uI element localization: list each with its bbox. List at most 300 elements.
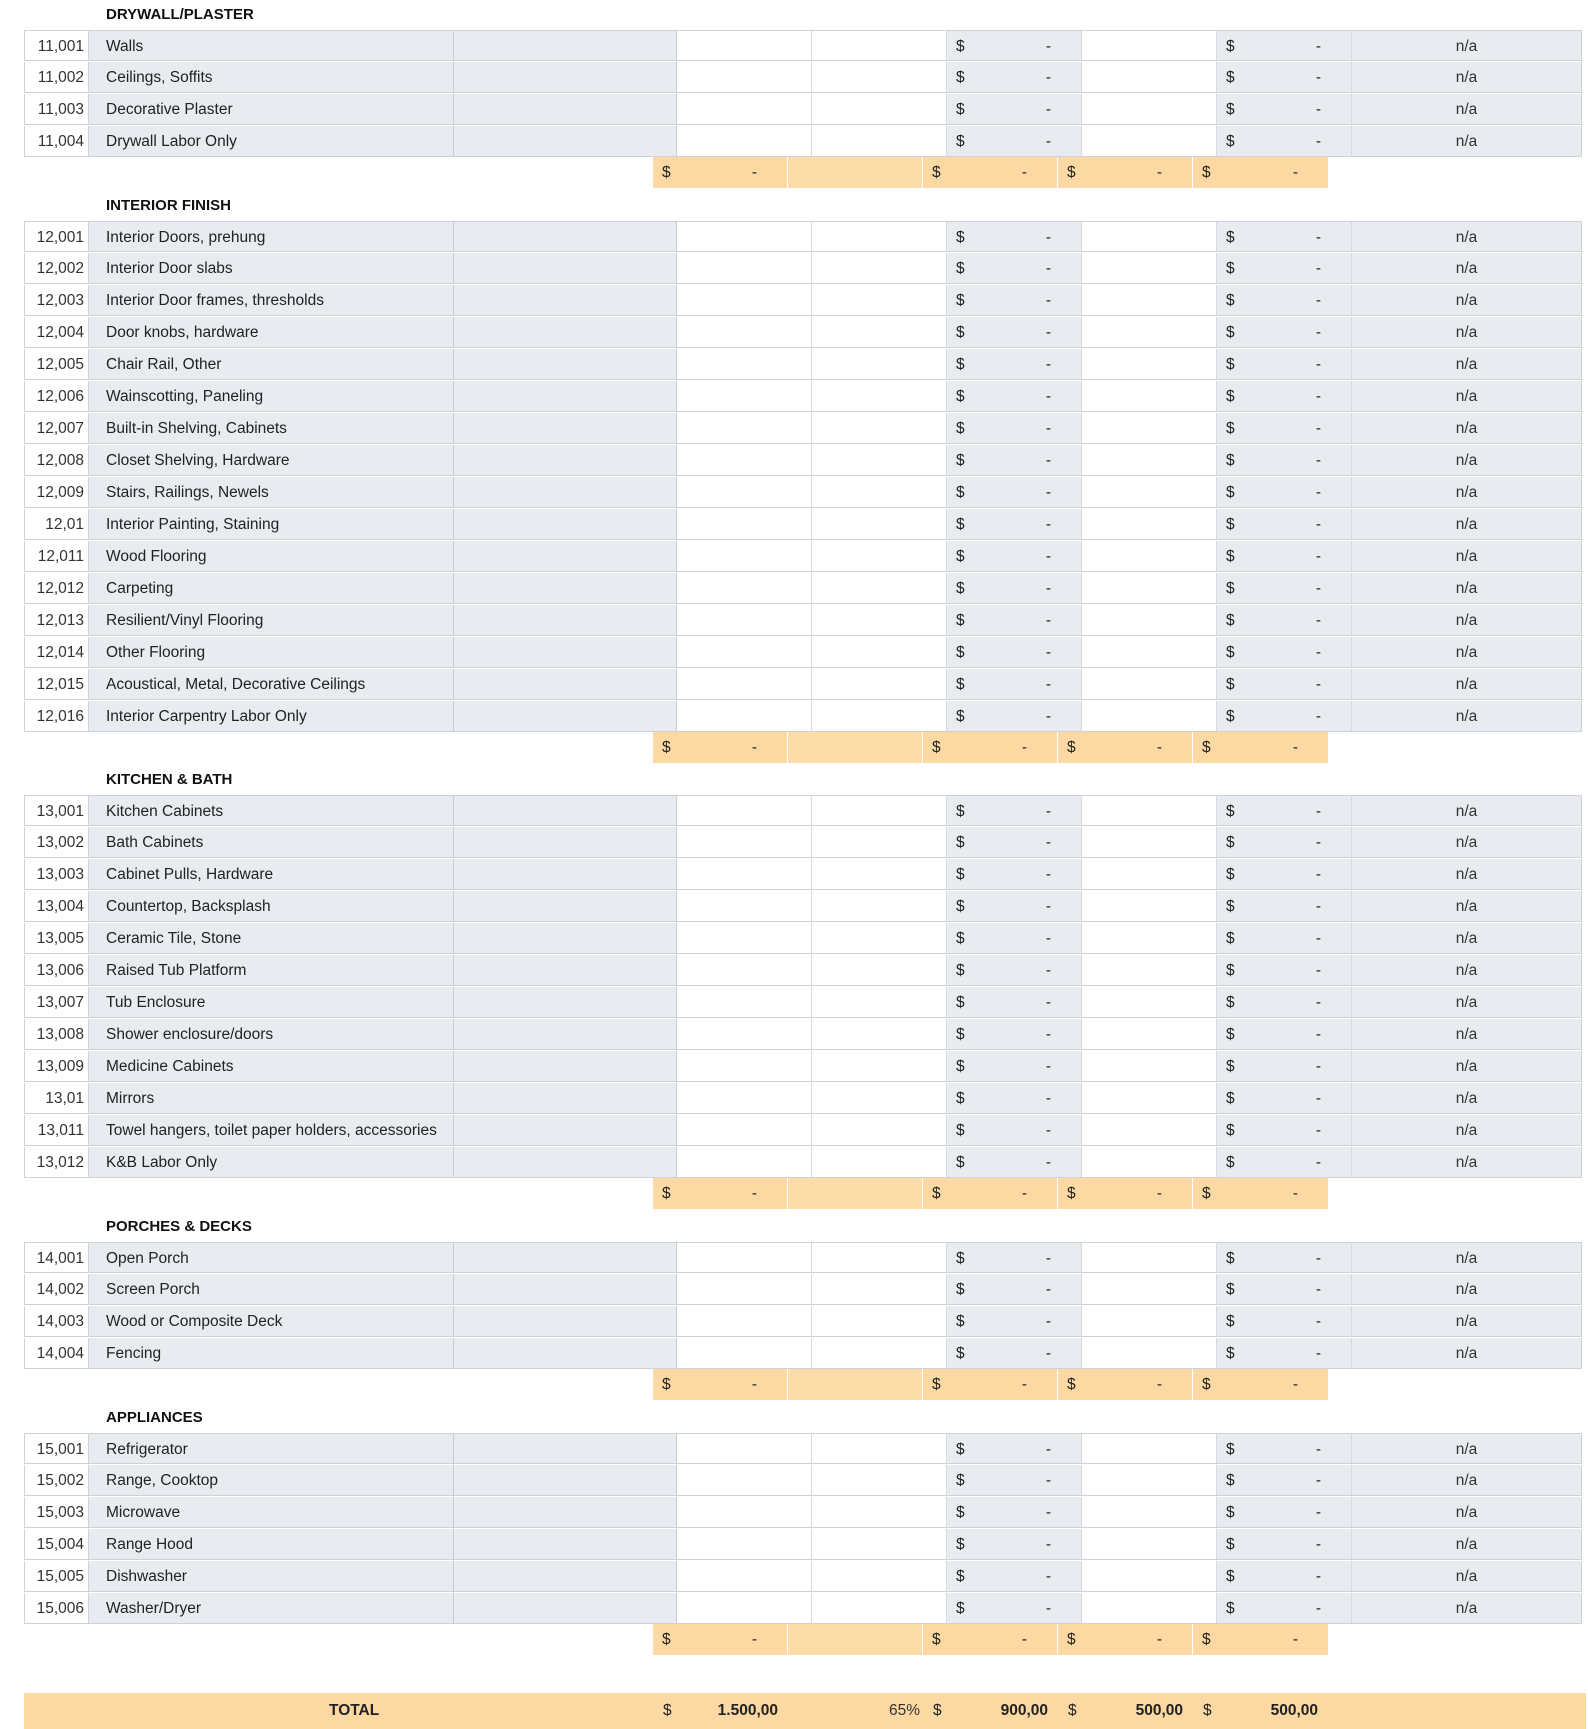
item-code[interactable]: 14,003 [24,1306,89,1337]
status-cell[interactable]: n/a [1352,413,1582,444]
actual-cell[interactable] [812,1529,947,1560]
status-cell[interactable]: n/a [1352,1497,1582,1528]
actual-cell[interactable] [812,669,947,700]
status-cell[interactable]: n/a [1352,1465,1582,1496]
due-cell[interactable] [1217,923,1352,954]
item-description[interactable]: Interior Carpentry Labor Only [89,701,454,732]
notes-cell[interactable] [454,1051,677,1082]
paid-cell[interactable] [1082,413,1217,444]
difference-cell[interactable] [947,987,1082,1018]
notes-cell[interactable] [454,94,677,125]
item-code[interactable]: 15,006 [24,1593,89,1624]
status-cell[interactable]: n/a [1352,827,1582,858]
notes-cell[interactable] [454,1561,677,1592]
status-cell[interactable]: n/a [1352,637,1582,668]
item-code[interactable]: 15,002 [24,1465,89,1496]
difference-cell[interactable] [947,1019,1082,1050]
difference-cell[interactable] [947,541,1082,572]
paid-cell[interactable] [1082,573,1217,604]
item-code[interactable]: 12,006 [24,381,89,412]
paid-cell[interactable] [1082,1242,1217,1273]
paid-cell[interactable] [1082,381,1217,412]
item-code[interactable]: 12,016 [24,701,89,732]
difference-cell[interactable] [947,30,1082,61]
estimate-cell[interactable] [677,1147,812,1178]
item-description[interactable]: Ceilings, Soffits [89,62,454,93]
subtotal-estimate-cell[interactable] [653,157,788,188]
item-description[interactable]: Resilient/Vinyl Flooring [89,605,454,636]
paid-cell[interactable] [1082,477,1217,508]
due-cell[interactable] [1217,701,1352,732]
paid-cell[interactable] [1082,285,1217,316]
paid-cell[interactable] [1082,1593,1217,1624]
due-cell[interactable] [1217,573,1352,604]
status-cell[interactable]: n/a [1352,923,1582,954]
difference-cell[interactable] [947,669,1082,700]
due-cell[interactable] [1217,349,1352,380]
paid-cell[interactable] [1082,1497,1217,1528]
actual-cell[interactable] [812,541,947,572]
due-cell[interactable] [1217,541,1352,572]
actual-cell[interactable] [812,1051,947,1082]
total-due-cell[interactable] [1193,1693,1328,1729]
subtotal-estimate-cell[interactable] [653,732,788,763]
item-code[interactable]: 12,007 [24,413,89,444]
due-cell[interactable] [1217,1593,1352,1624]
difference-cell[interactable] [947,445,1082,476]
item-code[interactable]: 14,002 [24,1274,89,1305]
item-code[interactable]: 11,001 [24,30,89,61]
paid-cell[interactable] [1082,1338,1217,1369]
actual-cell[interactable] [812,1147,947,1178]
paid-cell[interactable] [1082,541,1217,572]
paid-cell[interactable] [1082,827,1217,858]
actual-cell[interactable] [812,221,947,252]
notes-cell[interactable] [454,955,677,986]
item-code[interactable]: 15,004 [24,1529,89,1560]
status-cell[interactable]: n/a [1352,573,1582,604]
item-code[interactable]: 12,003 [24,285,89,316]
estimate-cell[interactable] [677,477,812,508]
estimate-cell[interactable] [677,94,812,125]
actual-cell[interactable] [812,317,947,348]
item-code[interactable]: 11,004 [24,126,89,157]
item-description[interactable]: Interior Doors, prehung [89,221,454,252]
notes-cell[interactable] [454,253,677,284]
subtotal-due-cell[interactable] [1193,1178,1328,1209]
subtotal-percent-cell[interactable] [788,157,923,188]
notes-cell[interactable] [454,923,677,954]
item-description[interactable]: Range Hood [89,1529,454,1560]
estimate-cell[interactable] [677,1019,812,1050]
estimate-cell[interactable] [677,1306,812,1337]
item-description[interactable]: Stairs, Railings, Newels [89,477,454,508]
item-description[interactable]: Carpeting [89,573,454,604]
item-description[interactable]: Kitchen Cabinets [89,795,454,826]
estimate-cell[interactable] [677,1338,812,1369]
item-description[interactable]: Interior Door frames, thresholds [89,285,454,316]
actual-cell[interactable] [812,381,947,412]
item-code[interactable]: 11,003 [24,94,89,125]
status-cell[interactable]: n/a [1352,94,1582,125]
estimate-cell[interactable] [677,285,812,316]
total-actual-cell[interactable] [923,1693,1058,1729]
due-cell[interactable] [1217,126,1352,157]
status-cell[interactable]: n/a [1352,987,1582,1018]
paid-cell[interactable] [1082,1433,1217,1464]
item-code[interactable]: 13,001 [24,795,89,826]
actual-cell[interactable] [812,923,947,954]
status-cell[interactable]: n/a [1352,605,1582,636]
subtotal-paid-cell[interactable] [1058,732,1193,763]
notes-cell[interactable] [454,285,677,316]
paid-cell[interactable] [1082,1115,1217,1146]
due-cell[interactable] [1217,669,1352,700]
status-cell[interactable]: n/a [1352,1338,1582,1369]
subtotal-estimate-cell[interactable] [653,1369,788,1400]
estimate-cell[interactable] [677,1433,812,1464]
paid-cell[interactable] [1082,891,1217,922]
notes-cell[interactable] [454,1083,677,1114]
item-description[interactable]: Mirrors [89,1083,454,1114]
item-code[interactable]: 13,011 [24,1115,89,1146]
estimate-cell[interactable] [677,1529,812,1560]
notes-cell[interactable] [454,1497,677,1528]
due-cell[interactable] [1217,381,1352,412]
due-cell[interactable] [1217,62,1352,93]
difference-cell[interactable] [947,1529,1082,1560]
actual-cell[interactable] [812,285,947,316]
estimate-cell[interactable] [677,126,812,157]
due-cell[interactable] [1217,1019,1352,1050]
estimate-cell[interactable] [677,445,812,476]
subtotal-percent-cell[interactable] [788,1624,923,1655]
difference-cell[interactable] [947,1465,1082,1496]
actual-cell[interactable] [812,605,947,636]
actual-cell[interactable] [812,445,947,476]
difference-cell[interactable] [947,1083,1082,1114]
item-description[interactable]: Raised Tub Platform [89,955,454,986]
due-cell[interactable] [1217,795,1352,826]
actual-cell[interactable] [812,477,947,508]
subtotal-actual-cell[interactable] [923,1178,1058,1209]
item-code[interactable]: 12,012 [24,573,89,604]
due-cell[interactable] [1217,94,1352,125]
item-description[interactable]: Interior Painting, Staining [89,509,454,540]
estimate-cell[interactable] [677,541,812,572]
actual-cell[interactable] [812,1306,947,1337]
paid-cell[interactable] [1082,349,1217,380]
actual-cell[interactable] [812,62,947,93]
paid-cell[interactable] [1082,317,1217,348]
estimate-cell[interactable] [677,1593,812,1624]
subtotal-due-cell[interactable] [1193,1369,1328,1400]
status-cell[interactable]: n/a [1352,701,1582,732]
estimate-cell[interactable] [677,1242,812,1273]
item-code[interactable]: 12,002 [24,253,89,284]
subtotal-paid-cell[interactable] [1058,157,1193,188]
difference-cell[interactable] [947,955,1082,986]
due-cell[interactable] [1217,1083,1352,1114]
status-cell[interactable]: n/a [1352,62,1582,93]
subtotal-estimate-cell[interactable] [653,1178,788,1209]
paid-cell[interactable] [1082,1274,1217,1305]
due-cell[interactable] [1217,955,1352,986]
subtotal-due-cell[interactable] [1193,732,1328,763]
estimate-cell[interactable] [677,381,812,412]
actual-cell[interactable] [812,955,947,986]
estimate-cell[interactable] [677,509,812,540]
due-cell[interactable] [1217,1465,1352,1496]
paid-cell[interactable] [1082,701,1217,732]
due-cell[interactable] [1217,1497,1352,1528]
due-cell[interactable] [1217,1274,1352,1305]
actual-cell[interactable] [812,1465,947,1496]
status-cell[interactable]: n/a [1352,891,1582,922]
actual-cell[interactable] [812,1338,947,1369]
item-code[interactable]: 12,009 [24,477,89,508]
paid-cell[interactable] [1082,1019,1217,1050]
due-cell[interactable] [1217,317,1352,348]
notes-cell[interactable] [454,413,677,444]
difference-cell[interactable] [947,253,1082,284]
estimate-cell[interactable] [677,605,812,636]
item-description[interactable]: Bath Cabinets [89,827,454,858]
difference-cell[interactable] [947,413,1082,444]
actual-cell[interactable] [812,891,947,922]
difference-cell[interactable] [947,1497,1082,1528]
notes-cell[interactable] [454,221,677,252]
paid-cell[interactable] [1082,955,1217,986]
difference-cell[interactable] [947,1274,1082,1305]
difference-cell[interactable] [947,923,1082,954]
paid-cell[interactable] [1082,1465,1217,1496]
notes-cell[interactable] [454,605,677,636]
item-description[interactable]: Open Porch [89,1242,454,1273]
item-code[interactable]: 13,005 [24,923,89,954]
item-code[interactable]: 12,014 [24,637,89,668]
paid-cell[interactable] [1082,1306,1217,1337]
actual-cell[interactable] [812,1593,947,1624]
due-cell[interactable] [1217,827,1352,858]
status-cell[interactable]: n/a [1352,1433,1582,1464]
item-code[interactable]: 13,002 [24,827,89,858]
estimate-cell[interactable] [677,317,812,348]
item-description[interactable]: Shower enclosure/doors [89,1019,454,1050]
estimate-cell[interactable] [677,221,812,252]
actual-cell[interactable] [812,573,947,604]
difference-cell[interactable] [947,221,1082,252]
notes-cell[interactable] [454,1306,677,1337]
difference-cell[interactable] [947,859,1082,890]
notes-cell[interactable] [454,1529,677,1560]
actual-cell[interactable] [812,859,947,890]
status-cell[interactable]: n/a [1352,1051,1582,1082]
actual-cell[interactable] [812,413,947,444]
item-description[interactable]: Fencing [89,1338,454,1369]
subtotal-due-cell[interactable] [1193,1624,1328,1655]
difference-cell[interactable] [947,381,1082,412]
item-description[interactable]: Acoustical, Metal, Decorative Ceilings [89,669,454,700]
item-description[interactable]: Screen Porch [89,1274,454,1305]
difference-cell[interactable] [947,1593,1082,1624]
difference-cell[interactable] [947,1306,1082,1337]
item-description[interactable]: Chair Rail, Other [89,349,454,380]
item-description[interactable]: Medicine Cabinets [89,1051,454,1082]
status-cell[interactable]: n/a [1352,955,1582,986]
item-description[interactable]: Other Flooring [89,637,454,668]
status-cell[interactable]: n/a [1352,1593,1582,1624]
estimate-cell[interactable] [677,1274,812,1305]
status-cell[interactable]: n/a [1352,1115,1582,1146]
paid-cell[interactable] [1082,445,1217,476]
paid-cell[interactable] [1082,1147,1217,1178]
notes-cell[interactable] [454,1593,677,1624]
actual-cell[interactable] [812,795,947,826]
item-code[interactable]: 12,013 [24,605,89,636]
status-cell[interactable]: n/a [1352,1561,1582,1592]
paid-cell[interactable] [1082,253,1217,284]
paid-cell[interactable] [1082,509,1217,540]
paid-cell[interactable] [1082,221,1217,252]
due-cell[interactable] [1217,1051,1352,1082]
item-description[interactable]: Cabinet Pulls, Hardware [89,859,454,890]
notes-cell[interactable] [454,445,677,476]
difference-cell[interactable] [947,1115,1082,1146]
estimate-cell[interactable] [677,1497,812,1528]
item-description[interactable]: Countertop, Backsplash [89,891,454,922]
item-description[interactable]: Towel hangers, toilet paper holders, accessories [89,1115,454,1146]
difference-cell[interactable] [947,285,1082,316]
status-cell[interactable]: n/a [1352,285,1582,316]
actual-cell[interactable] [812,1115,947,1146]
due-cell[interactable] [1217,509,1352,540]
paid-cell[interactable] [1082,94,1217,125]
item-description[interactable]: Door knobs, hardware [89,317,454,348]
item-description[interactable]: Interior Door slabs [89,253,454,284]
due-cell[interactable] [1217,1242,1352,1273]
item-code[interactable]: 11,002 [24,62,89,93]
notes-cell[interactable] [454,349,677,380]
estimate-cell[interactable] [677,987,812,1018]
paid-cell[interactable] [1082,1529,1217,1560]
estimate-cell[interactable] [677,1083,812,1114]
difference-cell[interactable] [947,605,1082,636]
notes-cell[interactable] [454,381,677,412]
estimate-cell[interactable] [677,669,812,700]
status-cell[interactable]: n/a [1352,126,1582,157]
difference-cell[interactable] [947,317,1082,348]
paid-cell[interactable] [1082,30,1217,61]
paid-cell[interactable] [1082,605,1217,636]
notes-cell[interactable] [454,509,677,540]
item-code[interactable]: 15,001 [24,1433,89,1464]
actual-cell[interactable] [812,827,947,858]
status-cell[interactable]: n/a [1352,30,1582,61]
subtotal-paid-cell[interactable] [1058,1624,1193,1655]
notes-cell[interactable] [454,987,677,1018]
item-description[interactable]: Range, Cooktop [89,1465,454,1496]
status-cell[interactable]: n/a [1352,541,1582,572]
total-paid-cell[interactable] [1058,1693,1193,1729]
subtotal-estimate-cell[interactable] [653,1624,788,1655]
notes-cell[interactable] [454,827,677,858]
item-code[interactable]: 12,005 [24,349,89,380]
estimate-cell[interactable] [677,701,812,732]
due-cell[interactable] [1217,221,1352,252]
actual-cell[interactable] [812,509,947,540]
item-code[interactable]: 12,011 [24,541,89,572]
item-code[interactable]: 13,003 [24,859,89,890]
due-cell[interactable] [1217,1147,1352,1178]
due-cell[interactable] [1217,445,1352,476]
notes-cell[interactable] [454,669,677,700]
subtotal-paid-cell[interactable] [1058,1369,1193,1400]
difference-cell[interactable] [947,701,1082,732]
difference-cell[interactable] [947,94,1082,125]
notes-cell[interactable] [454,1019,677,1050]
difference-cell[interactable] [947,1051,1082,1082]
actual-cell[interactable] [812,30,947,61]
notes-cell[interactable] [454,30,677,61]
item-code[interactable]: 14,001 [24,1242,89,1273]
actual-cell[interactable] [812,1433,947,1464]
paid-cell[interactable] [1082,923,1217,954]
item-code[interactable]: 13,009 [24,1051,89,1082]
estimate-cell[interactable] [677,1561,812,1592]
notes-cell[interactable] [454,1242,677,1273]
status-cell[interactable]: n/a [1352,253,1582,284]
status-cell[interactable]: n/a [1352,1529,1582,1560]
status-cell[interactable]: n/a [1352,1147,1582,1178]
subtotal-percent-cell[interactable] [788,732,923,763]
due-cell[interactable] [1217,1338,1352,1369]
due-cell[interactable] [1217,859,1352,890]
difference-cell[interactable] [947,1338,1082,1369]
difference-cell[interactable] [947,126,1082,157]
estimate-cell[interactable] [677,573,812,604]
notes-cell[interactable] [454,637,677,668]
due-cell[interactable] [1217,477,1352,508]
subtotal-paid-cell[interactable] [1058,1178,1193,1209]
notes-cell[interactable] [454,1274,677,1305]
paid-cell[interactable] [1082,987,1217,1018]
status-cell[interactable]: n/a [1352,349,1582,380]
difference-cell[interactable] [947,1242,1082,1273]
actual-cell[interactable] [812,349,947,380]
notes-cell[interactable] [454,795,677,826]
paid-cell[interactable] [1082,859,1217,890]
estimate-cell[interactable] [677,1465,812,1496]
status-cell[interactable]: n/a [1352,1274,1582,1305]
paid-cell[interactable] [1082,1051,1217,1082]
item-description[interactable]: Closet Shelving, Hardware [89,445,454,476]
subtotal-actual-cell[interactable] [923,157,1058,188]
item-code[interactable]: 12,008 [24,445,89,476]
notes-cell[interactable] [454,541,677,572]
item-description[interactable]: Wood or Composite Deck [89,1306,454,1337]
due-cell[interactable] [1217,285,1352,316]
actual-cell[interactable] [812,637,947,668]
notes-cell[interactable] [454,1115,677,1146]
item-description[interactable]: Ceramic Tile, Stone [89,923,454,954]
item-code[interactable]: 14,004 [24,1338,89,1369]
paid-cell[interactable] [1082,795,1217,826]
item-description[interactable]: Decorative Plaster [89,94,454,125]
status-cell[interactable]: n/a [1352,381,1582,412]
item-description[interactable]: Washer/Dryer [89,1593,454,1624]
actual-cell[interactable] [812,1497,947,1528]
